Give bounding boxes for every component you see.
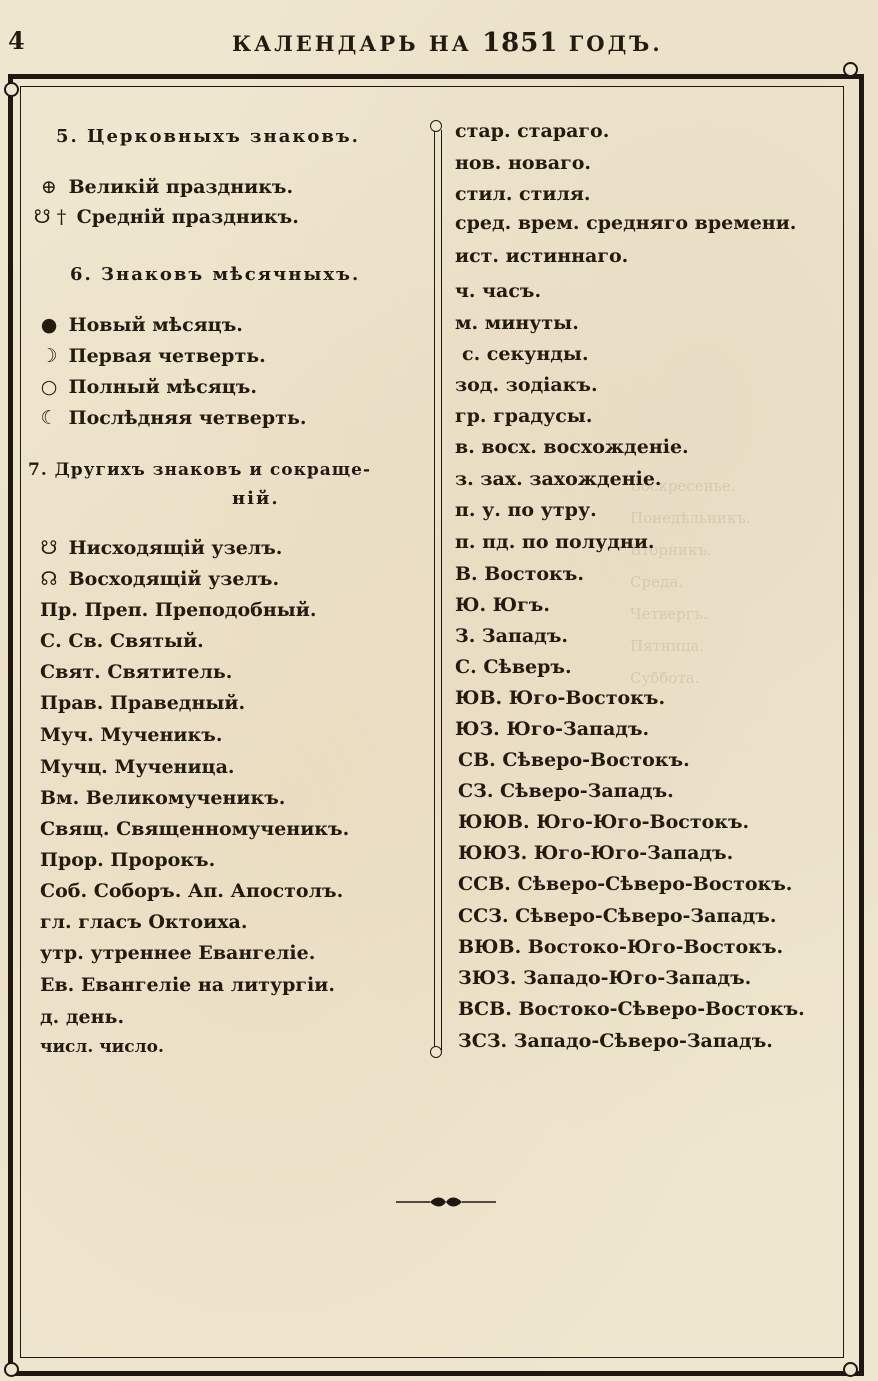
section-heading: 7. Другихъ знаковъ и сокраще- <box>28 460 372 480</box>
list-item: Муч. Мученикъ. <box>40 724 223 746</box>
descending-node-icon: ☋ <box>40 537 58 559</box>
list-item: С. Сѣверъ. <box>455 656 572 678</box>
list-item-text: Полный мѣсяцъ. <box>68 376 257 398</box>
show-through-text: Воскресенье. Понедѣльникъ. Вторникъ. Среда. Четвергъ. Пятница. Суббота. <box>630 477 751 687</box>
list-item: числ. число. <box>40 1037 164 1057</box>
running-title-year: 1851 <box>482 28 559 58</box>
list-item: Соб. Соборъ. Ап. Апостолъ. <box>40 880 344 902</box>
running-title-suffix: ГОДЪ. <box>568 31 663 56</box>
new-moon-icon: ● <box>40 314 58 336</box>
section-heading-continued: ній. <box>232 488 280 509</box>
frame-corner-ornament <box>843 1362 858 1377</box>
list-item: Ю. Югъ. <box>455 594 550 616</box>
section-heading: 6. Знаковъ мѣсячныхъ. <box>70 264 361 285</box>
section-heading: 5. Церковныхъ знаковъ. <box>56 126 360 147</box>
list-item: с. секунды. <box>462 343 589 365</box>
list-item-text: Восходящій узелъ. <box>68 568 280 590</box>
list-item: Вм. Великомученикъ. <box>40 787 286 809</box>
list-item: Свят. Святитель. <box>40 661 233 683</box>
list-item: ВЮВ. Востоко-Юго-Востокъ. <box>458 936 784 958</box>
full-moon-icon: ○ <box>40 376 58 398</box>
list-item: Свящ. Священномученикъ. <box>40 818 350 840</box>
list-item: п. пд. по полудни. <box>455 531 655 553</box>
list-item: гр. градусы. <box>455 405 593 427</box>
list-item: ЮЗ. Юго-Западъ. <box>455 718 650 740</box>
great-feast-icon: ⊕ <box>41 176 57 198</box>
list-item: утр. утреннее Евангеліе. <box>40 942 316 964</box>
list-item: В. Востокъ. <box>455 563 584 585</box>
list-item: ЮЮВ. Юго-Юго-Востокъ. <box>458 811 750 833</box>
list-item: стил. стиля. <box>455 183 591 205</box>
list-item: ССВ. Сѣверо-Сѣверо-Востокъ. <box>458 873 793 895</box>
list-item: нов. новаго. <box>455 152 592 174</box>
list-item: Мучц. Мученица. <box>40 756 235 778</box>
running-title-text: КАЛЕНДАРЬ НА <box>232 31 472 56</box>
list-item: ВСВ. Востоко-Сѣверо-Востокъ. <box>458 998 805 1020</box>
list-item: п. у. по утру. <box>455 499 597 521</box>
list-item: стар. стараго. <box>455 120 610 142</box>
list-item: гл. гласъ Октоиха. <box>40 911 248 933</box>
list-item-text: Великій праздникъ. <box>68 176 294 198</box>
frame-corner-ornament <box>4 1362 19 1377</box>
list-item: м. минуты. <box>455 312 579 334</box>
list-item: в. восх. восхожденіе. <box>455 436 689 458</box>
ascending-node-icon: ☊ <box>40 568 58 590</box>
list-item: ЗЮЗ. Западо-Юго-Западъ. <box>458 967 752 989</box>
page-number: 4 <box>8 26 25 55</box>
middle-feast-icon: ☋ † <box>33 206 67 228</box>
list-item-text: Новый мѣсяцъ. <box>68 314 243 336</box>
list-item: ист. истиннаго. <box>455 245 629 267</box>
list-item: з. зах. захожденіе. <box>455 468 662 490</box>
list-item-text: Послѣдняя четверть. <box>68 407 307 429</box>
list-item: зод. зодіакъ. <box>455 374 598 396</box>
list-item: ССЗ. Сѣверо-Сѣверо-Западъ. <box>458 905 777 927</box>
list-item: д. день. <box>40 1006 125 1028</box>
list-item-text: Средній праздникъ. <box>76 206 299 228</box>
list-item: Пр. Преп. Преподобный. <box>40 599 317 621</box>
first-quarter-icon: ☽ <box>40 345 58 367</box>
list-item-text: Первая четверть. <box>68 345 266 367</box>
list-item: ЗСЗ. Западо-Сѣверо-Западъ. <box>458 1030 773 1052</box>
list-item: СВ. Сѣверо-Востокъ. <box>458 749 690 771</box>
list-item: ч. часъ. <box>455 280 542 302</box>
list-item: ЮВ. Юго-Востокъ. <box>455 687 666 709</box>
list-item: С. Св. Святый. <box>40 630 204 652</box>
list-item: ЮЮЗ. Юго-Юго-Западъ. <box>458 842 734 864</box>
list-item-text: Нисходящій узелъ. <box>68 537 283 559</box>
list-item: СЗ. Сѣверо-Западъ. <box>458 780 674 802</box>
list-item: З. Западъ. <box>455 625 569 647</box>
list-item: Прав. Праведный. <box>40 692 246 714</box>
list-item: Ев. Евангеліе на литургіи. <box>40 974 335 996</box>
ornament-divider <box>396 1194 496 1210</box>
last-quarter-icon: ☾ <box>40 407 58 429</box>
list-item: Прор. Пророкъ. <box>40 849 216 871</box>
list-item: сред. врем. средняго времени. <box>455 212 797 234</box>
